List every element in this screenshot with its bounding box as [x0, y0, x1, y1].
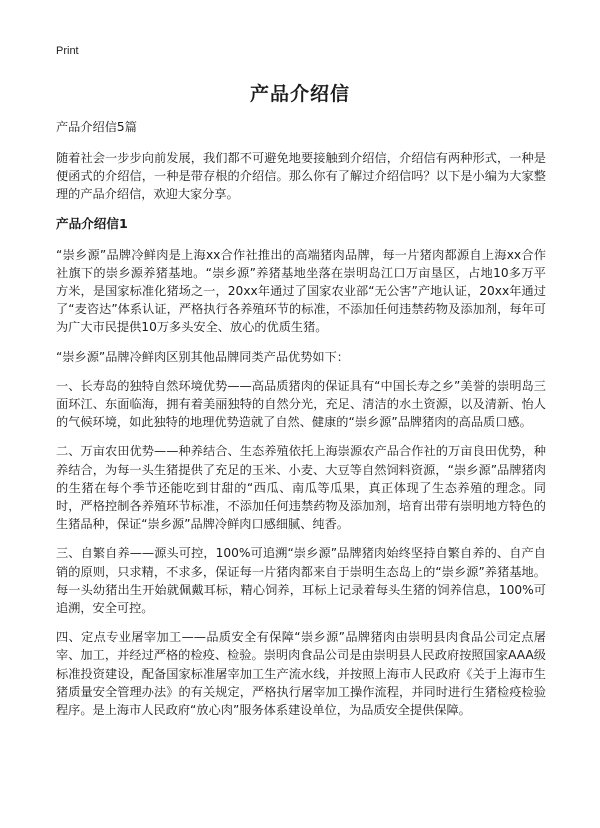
print-link[interactable]: Print — [56, 45, 79, 57]
body-paragraph: 四、定点专业屠宰加工——品质安全有保障“崇乡源”品牌猪肉由崇明县肉食品公司定点屠宰、加工，并经过严格的检疫、检验。崇明肉食品公司是由崇明县人民政府按照国家AAA级标准投资建设，配备国家标准屠宰加工生产流水线，并按照上海市人民政府《关于上海市生猪质量安全管理办法》的有关规定，严格执行屠宰加工操作流程，并同时进行生猪检疫检验程序。是上海市人民政府“放心肉”服务体系建设单位，为品质安全提供保障。 — [56, 630, 546, 718]
document-body — [56, 118, 546, 730]
body-paragraph: “崇乡源”品牌冷鲜肉是上海xx合作社推出的高端猪肉品牌，每一片猪肉都源自上海xx合作社旗下的崇乡源养猪基地。“崇乡源”养猪基地坐落在崇明岛江口万亩垦区，占地10多万平方米，是国家标准化猪场之一，20xx年通过了国家农业部“无公害”产地认证，20xx年通过了“麦咨达”体系认证，严格执行各养殖环节的标准，不添加任何违禁药物及添加剂，每年可为广大市民提供10万多头安全、放心的优质生猪。 — [56, 247, 546, 335]
body-paragraph: 二、万亩农田优势——种养结合、生态养殖依托上海崇源农产品合作社的万亩良田优势，种养结合，为每一头生猪提供了充足的玉米、小麦、大豆等自然饲料资源，“崇乡源”品牌猪肉的生猪在每个季节还能吃到甘甜的“西瓜、南瓜等瓜果，真正体现了生态养殖的理念。同时，严格控制各养殖环节标准，不添加任何违禁药物及添加剂，培育出带有崇明地方特色的生猪品种，保证“崇乡源”品牌冷鲜肉口感细腻、纯香。 — [56, 444, 546, 532]
body-paragraph: “崇乡源”品牌冷鲜肉区别其他品牌同类产品优势如下： — [56, 349, 349, 364]
body-paragraph: 三、自繁自养——源头可控，100%可追溯“崇乡源”品牌猪肉始终坚持自繁自养的、自产自销的原则，只求精，不求多，保证每一片猪肉都来自于崇明生态岛上的“崇乡源”养猪基地。每一头幼猪出生开始就佩戴耳标，精心饲养，耳标上记录着每头生猪的饲养信息，100%可追溯，安全可控。 — [56, 546, 546, 616]
page-title: 产品介绍信 — [249, 83, 350, 105]
section-heading: 产品介绍信1 — [56, 215, 128, 231]
doc-subtitle: 产品介绍信5篇 — [56, 120, 137, 134]
intro-paragraph: 随着社会一步步向前发展，我们都不可避免地要接触到介绍信，介绍信有两种形式，一种是便函式的介绍信，一种是带存根的介绍信。那么你有了解过介绍信吗？以下是小编为大家整理的产品介绍信，欢迎大家分享。 — [56, 151, 546, 202]
body-paragraph: 一、长寿岛的独特自然环境优势——高品质猪肉的保证具有“中国长寿之乡”美誉的崇明岛三面环江、东面临海，拥有着美丽独特的自然分光，充足、清洁的水土资源，以及清新、怡人的气候环境，如此独特的地理优势造就了自然、健康的“崇乡源”品牌猪肉的高品质口感。 — [56, 378, 546, 430]
